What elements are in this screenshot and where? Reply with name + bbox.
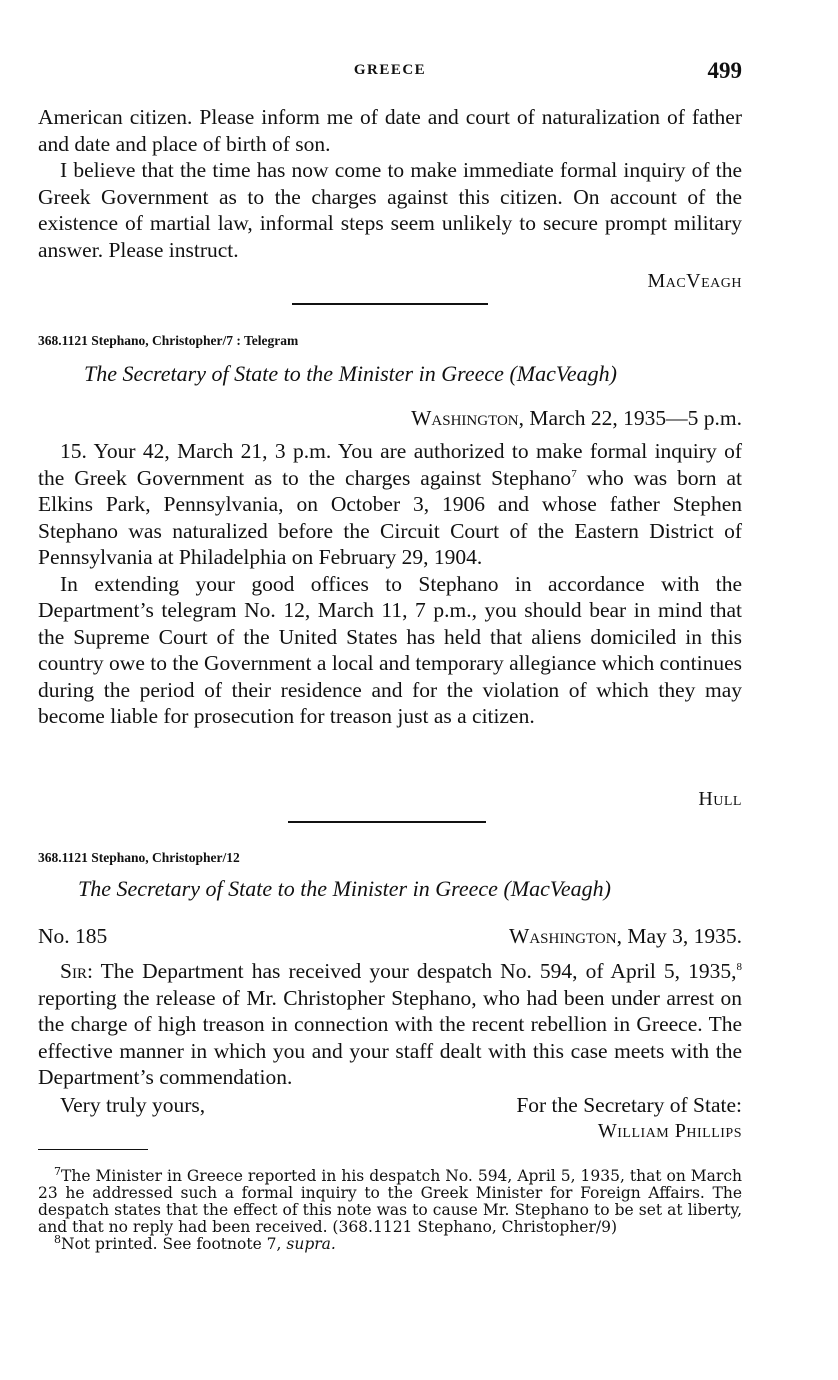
doc2-paragraph-1 [38, 438, 742, 571]
doc3-body [38, 958, 742, 1091]
footnote-7-text: The Minister in Greece reported in his despatch No. 594, April 5, 1935, that on March 23 he addressed such a formal inquiry to the Greek Minister for Foreign Affairs. The despatch states that the effect of this note was to cause Mr. Stephano to be set at liberty, and that no reply had been received. (368.1121 Stephano, Christopher/9) [38, 1167, 742, 1236]
doc2-dateline-place: Washington [411, 406, 519, 430]
doc2-heading-main: The Secretary of State to the Minister in Greece [84, 361, 504, 386]
doc2-dateline-date: , March 22, 1935—5 p.m. [518, 406, 742, 430]
footnote-7-mark: 7 [54, 1164, 61, 1178]
doc3-dateline [38, 924, 742, 949]
footnote-8 [38, 1232, 742, 1253]
doc3-for-line: For the Secretary of State: [516, 1093, 742, 1117]
doc3-salutation: Sir [60, 959, 87, 983]
doc1-paragraph-2: I believe that the time has now come to make immediate formal inquiry of the Greek Government as to the charges against this citizen. On account of the existence of martial law, informal steps seem unlikely to secure prompt military answer. Please instruct. [38, 158, 742, 262]
doc3-paragraph-1-cont: reporting the release of Mr. Christopher Stephano, who had been under arrest on the charge of high treason in connection with the recent rebellion in Greece. The effective manner in which you and your staff dealt with this case meets with the Department’s commendation. [38, 985, 742, 1089]
doc3-heading-main: The Secretary of State to the Minister in Greece [78, 876, 498, 901]
doc3-heading-paren: (MacVeagh) [503, 876, 611, 901]
doc2-heading [84, 361, 742, 387]
doc3-signature: William Phillips [597, 1120, 742, 1142]
doc2-paragraph-2: In extending your good offices to Stephano in accordance with the Department’s telegram No. 12, March 11, 7 p.m., you should bear in mind that the Supreme Court of the United States has held that aliens domiciled in this country owe to the Government a local and temporary allegiance which continues during the period of their residence and for the violation of which they may become liable for prosecution for treason just as a citizen. [38, 571, 742, 728]
doc3-dateline-place: Washington [509, 924, 617, 948]
doc3-paragraph-1 [38, 958, 742, 1091]
footnote-8-mark: 8 [54, 1232, 61, 1246]
doc2-dateline [38, 406, 742, 431]
footnote-7 [38, 1164, 742, 1236]
doc2-paragraph-1-text: 15. Your 42, March 21, 3 p.m. You are authorized to make formal inquiry of the Greek Government as to the charges against Stephano [38, 439, 742, 490]
doc1-signature: MacVeagh [647, 270, 742, 292]
footnote-separator [38, 1149, 148, 1150]
doc2-heading-paren: (MacVeagh) [509, 361, 617, 386]
section-divider [292, 303, 488, 305]
doc1-body [38, 104, 742, 263]
doc3-closing: Very truly yours, [60, 1093, 206, 1117]
doc3-file-reference: 368.1121 Stephano, Christopher/12 [38, 850, 240, 865]
doc1-paragraph-1: American citizen. Please inform me of date and court of naturalization of father and date and place of birth of son. [38, 105, 742, 156]
footnote-8-text: Not printed. See footnote 7, [61, 1235, 287, 1253]
running-title: GREECE [353, 62, 427, 78]
doc3-dateline-date: , May 3, 1935. [616, 924, 742, 948]
doc3-number: No. 185 [38, 924, 108, 948]
footnote-8-italic: supra. [286, 1235, 336, 1253]
footnotes [38, 1164, 742, 1253]
doc2-file-reference: 368.1121 Stephano, Christopher/7 : Telegram [38, 333, 299, 348]
section-divider [288, 821, 486, 823]
footnote-ref-7: 7 [571, 467, 577, 480]
doc3-paragraph-1-text: : The Department has received your despatch No. 594, of April 5, 1935, [86, 959, 737, 983]
document-page [38, 0, 742, 1380]
doc3-heading [78, 876, 742, 902]
doc2-paragraph-1-cont: who was born at Elkins Park, Pennsylvania, on October 3, 1906 and whose father Stephen Stephano was naturalized before the Circuit Court of the Eastern District of Pennsylvania at Philadelphia on February 29, 1904. [38, 465, 742, 569]
doc2-body [38, 438, 742, 730]
page-number: 499 [707, 58, 742, 83]
footnote-ref-8: 8 [736, 960, 742, 973]
doc2-signature: Hull [698, 788, 742, 810]
